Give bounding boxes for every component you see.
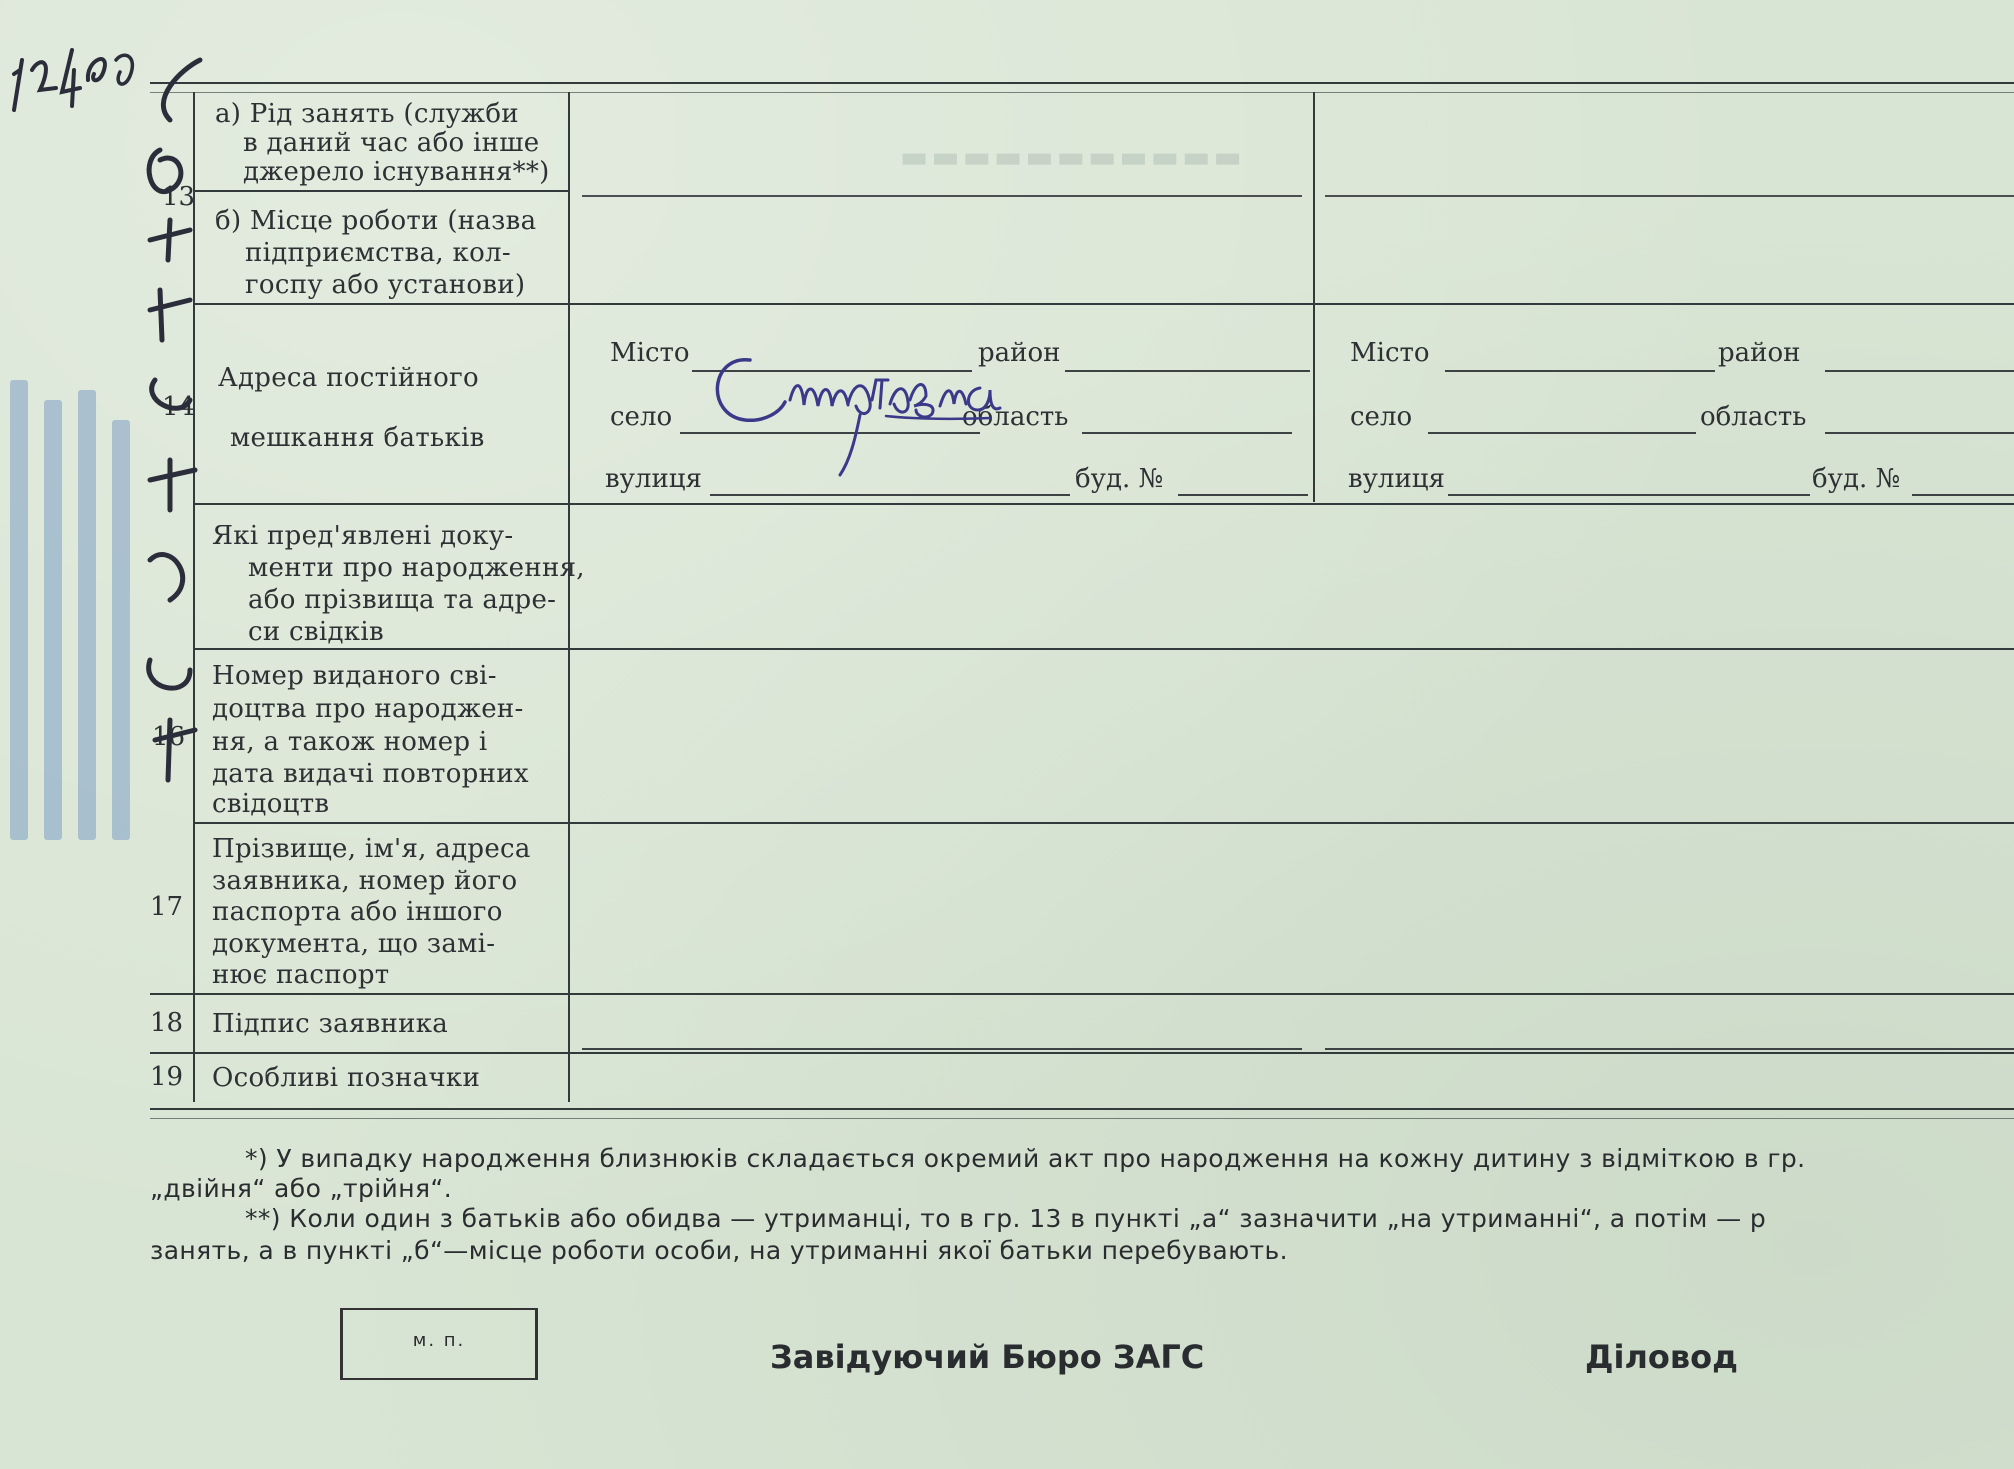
mother-house-line[interactable] (1912, 494, 2014, 496)
father-street-label: вулиця (605, 464, 702, 494)
row15-bottom-rule (193, 648, 2014, 650)
row16-label-line3: ня, а також номер і (212, 727, 488, 757)
mother-city-line[interactable] (1445, 370, 1715, 372)
row-number-18: 18 (150, 1008, 184, 1038)
row14-label-line2: мешкання батьків (230, 423, 485, 453)
row-number-19: 19 (150, 1062, 184, 1092)
row17-label-line4: документа, що замі- (212, 929, 496, 959)
mother-region-label: область (1700, 402, 1807, 432)
stamp-place-box (340, 1308, 538, 1380)
row18-bottom-rule (150, 1052, 2014, 1054)
row19-label: Особливі позначки (212, 1063, 481, 1093)
mother-house-label: буд. № (1812, 464, 1901, 494)
row15-label-line2: менти про народження, (248, 553, 585, 583)
footnote-2-line2: занять, а в пункті „б“—місце роботи особи, на утриманні якої батьки перебувають. (150, 1236, 1288, 1265)
mother-street-line[interactable] (1448, 494, 1810, 496)
row16-label-line2: доцтва про народжен- (212, 694, 524, 724)
row18-label: Підпис заявника (212, 1009, 449, 1039)
table-bottom-rule-2 (150, 1118, 2014, 1119)
mother-district-line[interactable] (1825, 370, 2014, 372)
row13b-label-line2: підприємства, кол- (245, 238, 511, 268)
father-region-label: область (962, 402, 1069, 432)
mother-city-label: Місто (1350, 338, 1430, 368)
table-bottom-rule (150, 1108, 2014, 1110)
row17-label-line5: нює паспорт (212, 960, 390, 990)
row17-label-line2: заявника, номер його (212, 866, 518, 896)
mother-street-label: вулиця (1348, 464, 1445, 494)
row13b-label-line3: госпу або установи) (245, 270, 526, 300)
mother-village-label: село (1350, 402, 1413, 432)
mother-region-line[interactable] (1825, 432, 2014, 434)
row17-label-line3: паспорта або іншого (212, 897, 503, 927)
row17-bottom-rule (150, 993, 2014, 995)
col-father-mother-divider (1313, 92, 1315, 502)
footnote-1-line1: *) У випадку народження близнюків складається окремий акт про народження на кожну дитину з відміткою в гр. (245, 1144, 1806, 1173)
row13b-label-line1: б) Місце роботи (назва (215, 206, 537, 236)
clerk-signature-label: Діловод (1585, 1338, 1738, 1376)
row16-label-line1: Номер виданого сві- (212, 661, 497, 691)
row-number-13: 13 (162, 182, 196, 212)
col-label-divider (568, 92, 570, 1102)
father-house-line[interactable] (1178, 494, 1308, 496)
table-top-rule-2 (150, 92, 2014, 93)
row-number-16: 16 (152, 722, 186, 752)
head-of-registry-signature-label: Завідуючий Бюро ЗАГС (770, 1338, 1205, 1376)
row13-bottom-rule (193, 303, 2014, 305)
handwritten-village-name (690, 340, 1110, 490)
row13a-label-line2: в даний час або інше (243, 128, 540, 158)
row15-label-line4: си свідків (248, 617, 384, 647)
row16-bottom-rule (193, 822, 2014, 824)
father-street-line[interactable] (710, 494, 1070, 496)
bleed-through-text: ▬▬▬▬▬▬▬▬▬▬▬ (900, 140, 1245, 175)
row-number-17: 17 (150, 892, 184, 922)
footnote-2-line1: **) Коли один з батьків або обидва — утриманці, то в гр. 13 в пункті „а“ зазначити „на утриманні“, а потім — р (245, 1204, 1767, 1233)
row17-label-line1: Прізвище, ім'я, адреса (212, 834, 531, 864)
father-region-line[interactable] (1082, 432, 1292, 434)
stamp-place-label: м. п. (412, 1330, 466, 1351)
row18-father-signature-line[interactable] (582, 1048, 1302, 1050)
row16-label-line4: дата видачі повторних (212, 759, 529, 789)
father-house-label: буд. № (1075, 464, 1164, 494)
footnote-1-line2: „двійня“ або „трійня“. (150, 1174, 453, 1203)
mother-district-label: район (1718, 338, 1801, 368)
row18-mother-signature-line[interactable] (1325, 1048, 2014, 1050)
row14-bottom-rule (193, 503, 2014, 505)
father-city-label: Місто (610, 338, 690, 368)
father-village-label: село (610, 402, 673, 432)
row-number-14: 14 (162, 392, 196, 422)
archive-registry-stamp (0, 380, 180, 880)
row13a-label-line1: а) Рід занять (служби (215, 99, 519, 129)
mother-village-line[interactable] (1428, 432, 1696, 434)
row13-mid-rule-father (582, 195, 1302, 197)
row15-label-line1: Які пред'явлені доку- (212, 521, 514, 551)
row15-label-line3: або прізвища та адре- (248, 585, 557, 615)
father-district-label: район (978, 338, 1061, 368)
row14-label-line1: Адреса постійного (218, 363, 479, 393)
row16-label-line5: свідоцтв (212, 789, 330, 819)
row13a-label-line3: джерело існування**) (243, 157, 550, 187)
row13-mid-rule (193, 190, 568, 192)
row13-mid-rule-mother (1325, 195, 2014, 197)
table-top-rule (150, 82, 2014, 84)
